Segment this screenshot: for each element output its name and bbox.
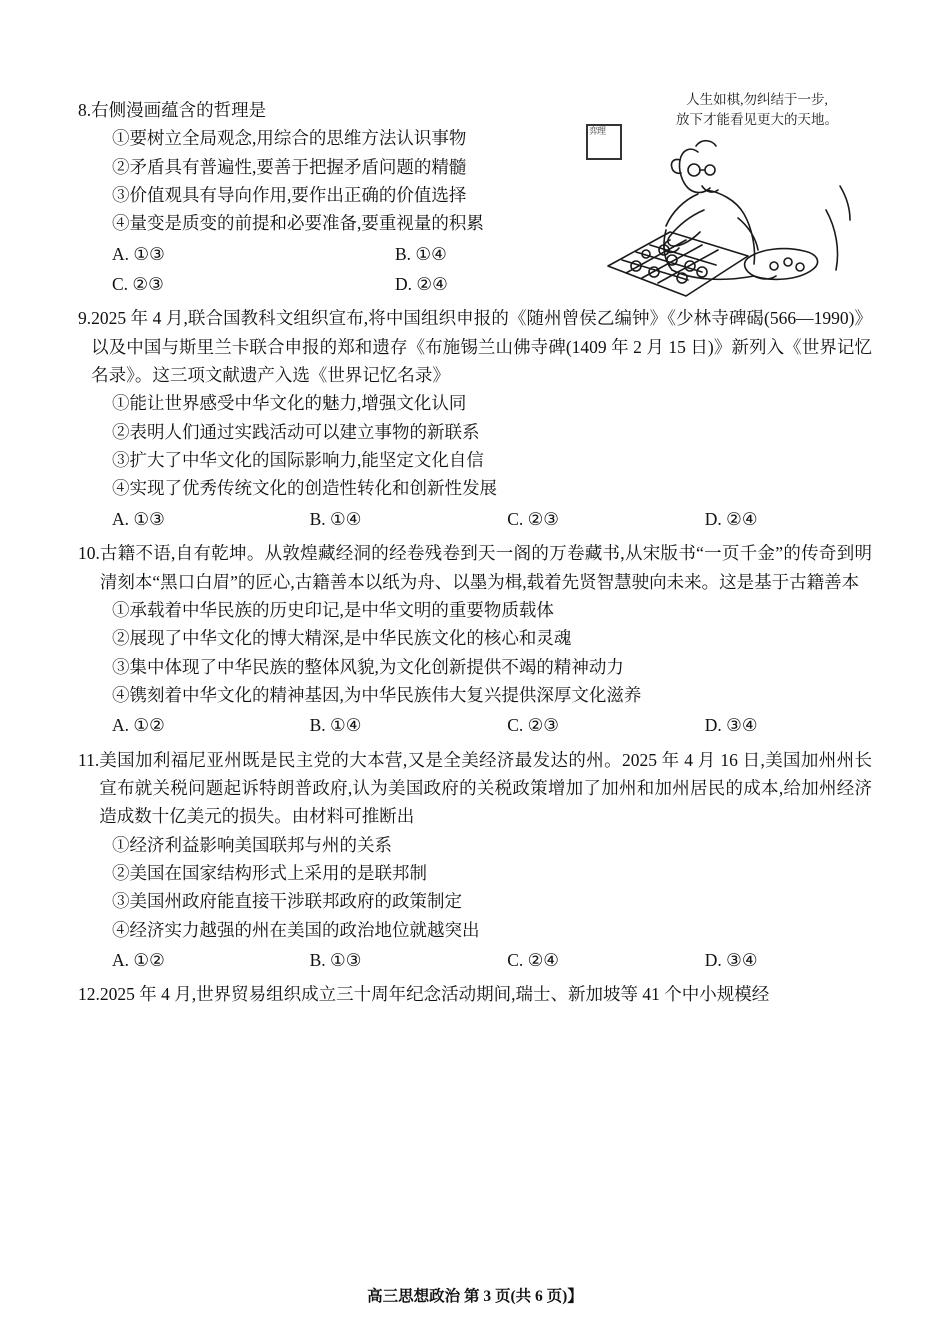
question-11-option-4: ④经济实力越强的州在美国的政治地位就越突出 (112, 919, 480, 940)
question-9-number: 9. (78, 308, 92, 329)
page-footer-text: 高三思想政治 第 3 页(共 6 页)】 (367, 1288, 583, 1305)
question-9-choice-d[interactable]: D. ②④ (704, 508, 758, 529)
question-10-option-2: ②展现了中华文化的博大精深,是中华民族文化的核心和灵魂 (112, 628, 572, 649)
question-9-choice-c[interactable]: C. ②③ (507, 508, 559, 529)
question-8-stem: 右侧漫画蕴含的哲理是 (91, 100, 267, 120)
question-10-choice-a[interactable]: A. ①② (112, 715, 165, 736)
question-10-choice-c[interactable]: C. ②③ (507, 715, 559, 736)
question-9 (78, 304, 872, 533)
question-10-number: 10. (78, 543, 100, 564)
question-10-option-3: ③集中体现了中华民族的整体风貌,为文化创新提供不竭的精神动力 (112, 656, 624, 677)
question-11-choice-d[interactable]: D. ③④ (704, 949, 758, 970)
question-9-option-1: ①能让世界感受中华文化的魅力,增强文化认同 (112, 393, 467, 414)
question-9-option-2: ②表明人们通过实践活动可以建立事物的新联系 (112, 421, 480, 442)
seal-stamp-icon: 弈理 (586, 124, 622, 160)
question-9-choice-b[interactable]: B. ①④ (309, 508, 362, 529)
question-8-option-1: ①要树立全局观念,用综合的思维方法认识事物 (112, 128, 467, 149)
question-8-option-2: ②矛盾具有普遍性,要善于把握矛盾问题的精髓 (112, 156, 467, 177)
question-8-number: 8. (78, 100, 92, 120)
question-8 (78, 92, 872, 298)
question-11-number: 11. (78, 749, 100, 770)
question-12-stem: 2025 年 4 月,世界贸易组织成立三十周年纪念活动期间,瑞士、新加坡等 41 个中小规模经 (99, 984, 770, 1005)
question-11-option-1: ①经济利益影响美国联邦与州的关系 (112, 834, 392, 855)
question-11-option-2: ②美国在国家结构形式上采用的是联邦制 (112, 862, 427, 883)
question-11-option-3: ③美国州政府能直接干涉联邦政府的政策制定 (112, 891, 462, 912)
question-9-stem: 2025 年 4 月,联合国教科文组织宣布,将中国组织申报的《随州曾侯乙编钟》《少林寺碑碣(566—1990)》以及中国与斯里兰卡联合申报的郑和遗存《布施锡兰山佛寺碑(1409 年 2 月 15 日)》新列入《世界记忆名录》。这三项文献遗产入选《世界记忆名录》 (91, 308, 872, 386)
question-11 (78, 746, 872, 975)
question-11-choices (78, 946, 872, 974)
question-9-option-4: ④实现了优秀传统文化的创造性转化和创新性发展 (112, 478, 497, 499)
question-11-choice-a[interactable]: A. ①② (112, 949, 165, 970)
question-8-option-4: ④量变是质变的前提和必要准备,要重视量的积累 (112, 213, 484, 234)
cartoon-caption-line-1: 人生如棋,勿纠结于一步, (686, 92, 828, 107)
question-8-choice-b[interactable]: B. ①④ (395, 243, 447, 264)
question-9-choices (78, 505, 872, 533)
question-12-number: 12. (78, 984, 100, 1005)
cartoon-illustration (578, 90, 878, 310)
question-10-option-1: ①承载着中华民族的历史印记,是中华文明的重要物质载体 (112, 599, 554, 620)
question-10-choices (78, 711, 872, 739)
question-10-choice-d[interactable]: D. ③④ (704, 715, 758, 736)
question-8-choice-a[interactable]: A. ①③ (112, 243, 165, 264)
question-12 (78, 980, 872, 1008)
question-11-stem: 美国加利福尼亚州既是民主党的大本营,又是全美经济最发达的州。2025 年 4 月 16 日,美国加州州长宣布就关税问题起诉特朗普政府,认为美国政府的关税政策增加了加州和加州居民的成本,给加州经济造成数十亿美元的损失。由材料可推断出 (99, 749, 872, 827)
question-11-choice-c[interactable]: C. ②④ (507, 949, 559, 970)
question-11-choice-b[interactable]: B. ①③ (309, 949, 362, 970)
question-10-stem: 古籍不语,自有乾坤。从敦煌藏经洞的经卷残卷到天一阁的万卷藏书,从宋版书“一页千金”的传奇到明清刻本“黑口白眉”的匠心,古籍善本以纸为舟、以墨为楫,载着先贤智慧驶向未来。这是基于古籍善本 (99, 543, 872, 592)
question-10-option-4: ④镌刻着中华文化的精神基因,为中华民族伟大复兴提供深厚文化滋养 (112, 684, 642, 705)
question-8-option-3: ③价值观具有导向作用,要作出正确的价值选择 (112, 185, 467, 206)
question-8-choice-d[interactable]: D. ②④ (395, 274, 448, 295)
question-10 (78, 539, 872, 739)
question-9-choice-a[interactable]: A. ①③ (112, 508, 165, 529)
page-footer (0, 1284, 950, 1306)
cartoon-caption (642, 90, 872, 131)
question-8-choice-c[interactable]: C. ②③ (112, 274, 164, 295)
question-10-choice-b[interactable]: B. ①④ (309, 715, 362, 736)
question-9-option-3: ③扩大了中华文化的国际影响力,能坚定文化自信 (112, 450, 484, 471)
cartoon-caption-line-2: 放下才能看见更大的天地。 (676, 112, 838, 128)
